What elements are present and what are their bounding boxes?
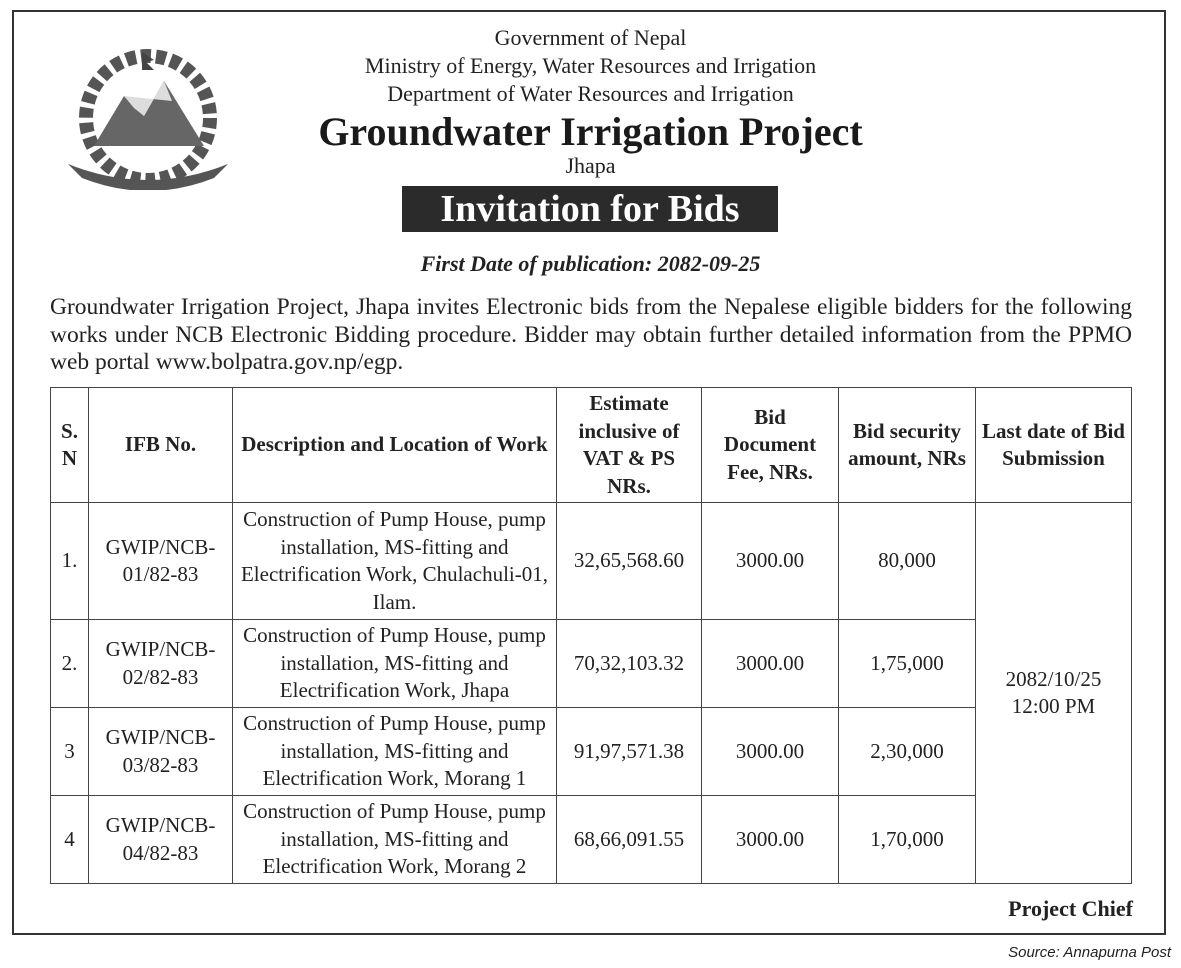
- signatory: Project Chief: [1008, 896, 1133, 921]
- cell-fee: 3000.00: [702, 796, 839, 884]
- government-line: Government of Nepal: [494, 25, 687, 50]
- table-row: [51, 503, 1132, 620]
- cell-description: Construction of Pump House, pump installation, MS-fitting and Electrification Work, Chulachuli-01, Ilam.: [233, 503, 557, 620]
- cell-description: Construction of Pump House, pump installation, MS-fitting and Electrification Work, Jhapa: [233, 620, 557, 708]
- notice-title: Invitation for Bids: [402, 186, 778, 232]
- cell-estimate: 91,97,571.38: [557, 708, 702, 796]
- publication-date: First Date of publication: 2082-09-25: [420, 251, 761, 276]
- project-title: Groundwater Irrigation Project: [318, 109, 863, 154]
- cell-ifb: GWIP/NCB-03/82-83: [89, 708, 233, 796]
- cell-description: Construction of Pump House, pump installation, MS-fitting and Electrification Work, Morang 1: [233, 708, 557, 796]
- cell-sn: 1.: [51, 503, 89, 620]
- cell-ifb: GWIP/NCB-02/82-83: [89, 620, 233, 708]
- department-line: Department of Water Resources and Irrigation: [387, 81, 794, 106]
- cell-security: 1,70,000: [839, 796, 976, 884]
- table-row: [51, 620, 1132, 708]
- cell-estimate: 32,65,568.60: [557, 503, 702, 620]
- header-description: Description and Location of Work: [233, 388, 557, 503]
- header-ifb: IFB No.: [89, 388, 233, 503]
- cell-fee: 3000.00: [702, 708, 839, 796]
- cell-estimate: 70,32,103.32: [557, 620, 702, 708]
- header-sn: S. N: [51, 388, 89, 503]
- header-last-date: Last date of Bid Submission: [976, 388, 1132, 503]
- bids-table: [50, 387, 1132, 884]
- cell-sn: 4: [51, 796, 89, 884]
- cell-estimate: 68,66,091.55: [557, 796, 702, 884]
- cell-ifb: GWIP/NCB-04/82-83: [89, 796, 233, 884]
- header-security: Bid security amount, NRs: [839, 388, 976, 503]
- header-fee: Bid Document Fee, NRs.: [702, 388, 839, 503]
- cell-fee: 3000.00: [702, 620, 839, 708]
- cell-fee: 3000.00: [702, 503, 839, 620]
- intro-paragraph: Groundwater Irrigation Project, Jhapa invites Electronic bids from the Nepalese eligible bidders for the following works under NCB Electronic Bidding procedure. Bidder may obtain further detailed information from the PPMO web portal www.bolpatra.gov.np/egp.: [50, 294, 1132, 375]
- table-header-row: [51, 388, 1132, 503]
- cell-sn: 3: [51, 708, 89, 796]
- header-estimate: Estimate inclusive of VAT & PS NRs.: [557, 388, 702, 503]
- cell-description: Construction of Pump House, pump installation, MS-fitting and Electrification Work, Morang 2: [233, 796, 557, 884]
- project-location: Jhapa: [565, 153, 616, 178]
- cell-security: 80,000: [839, 503, 976, 620]
- cell-security: 1,75,000: [839, 620, 976, 708]
- cell-last-date: 2082/10/25 12:00 PM: [976, 503, 1132, 884]
- cell-security: 2,30,000: [839, 708, 976, 796]
- table-row: [51, 796, 1132, 884]
- cell-ifb: GWIP/NCB-01/82-83: [89, 503, 233, 620]
- cell-sn: 2.: [51, 620, 89, 708]
- ministry-line: Ministry of Energy, Water Resources and Irrigation: [364, 53, 817, 78]
- source-credit: Source: Annapurna Post: [1008, 944, 1171, 961]
- table-row: [51, 708, 1132, 796]
